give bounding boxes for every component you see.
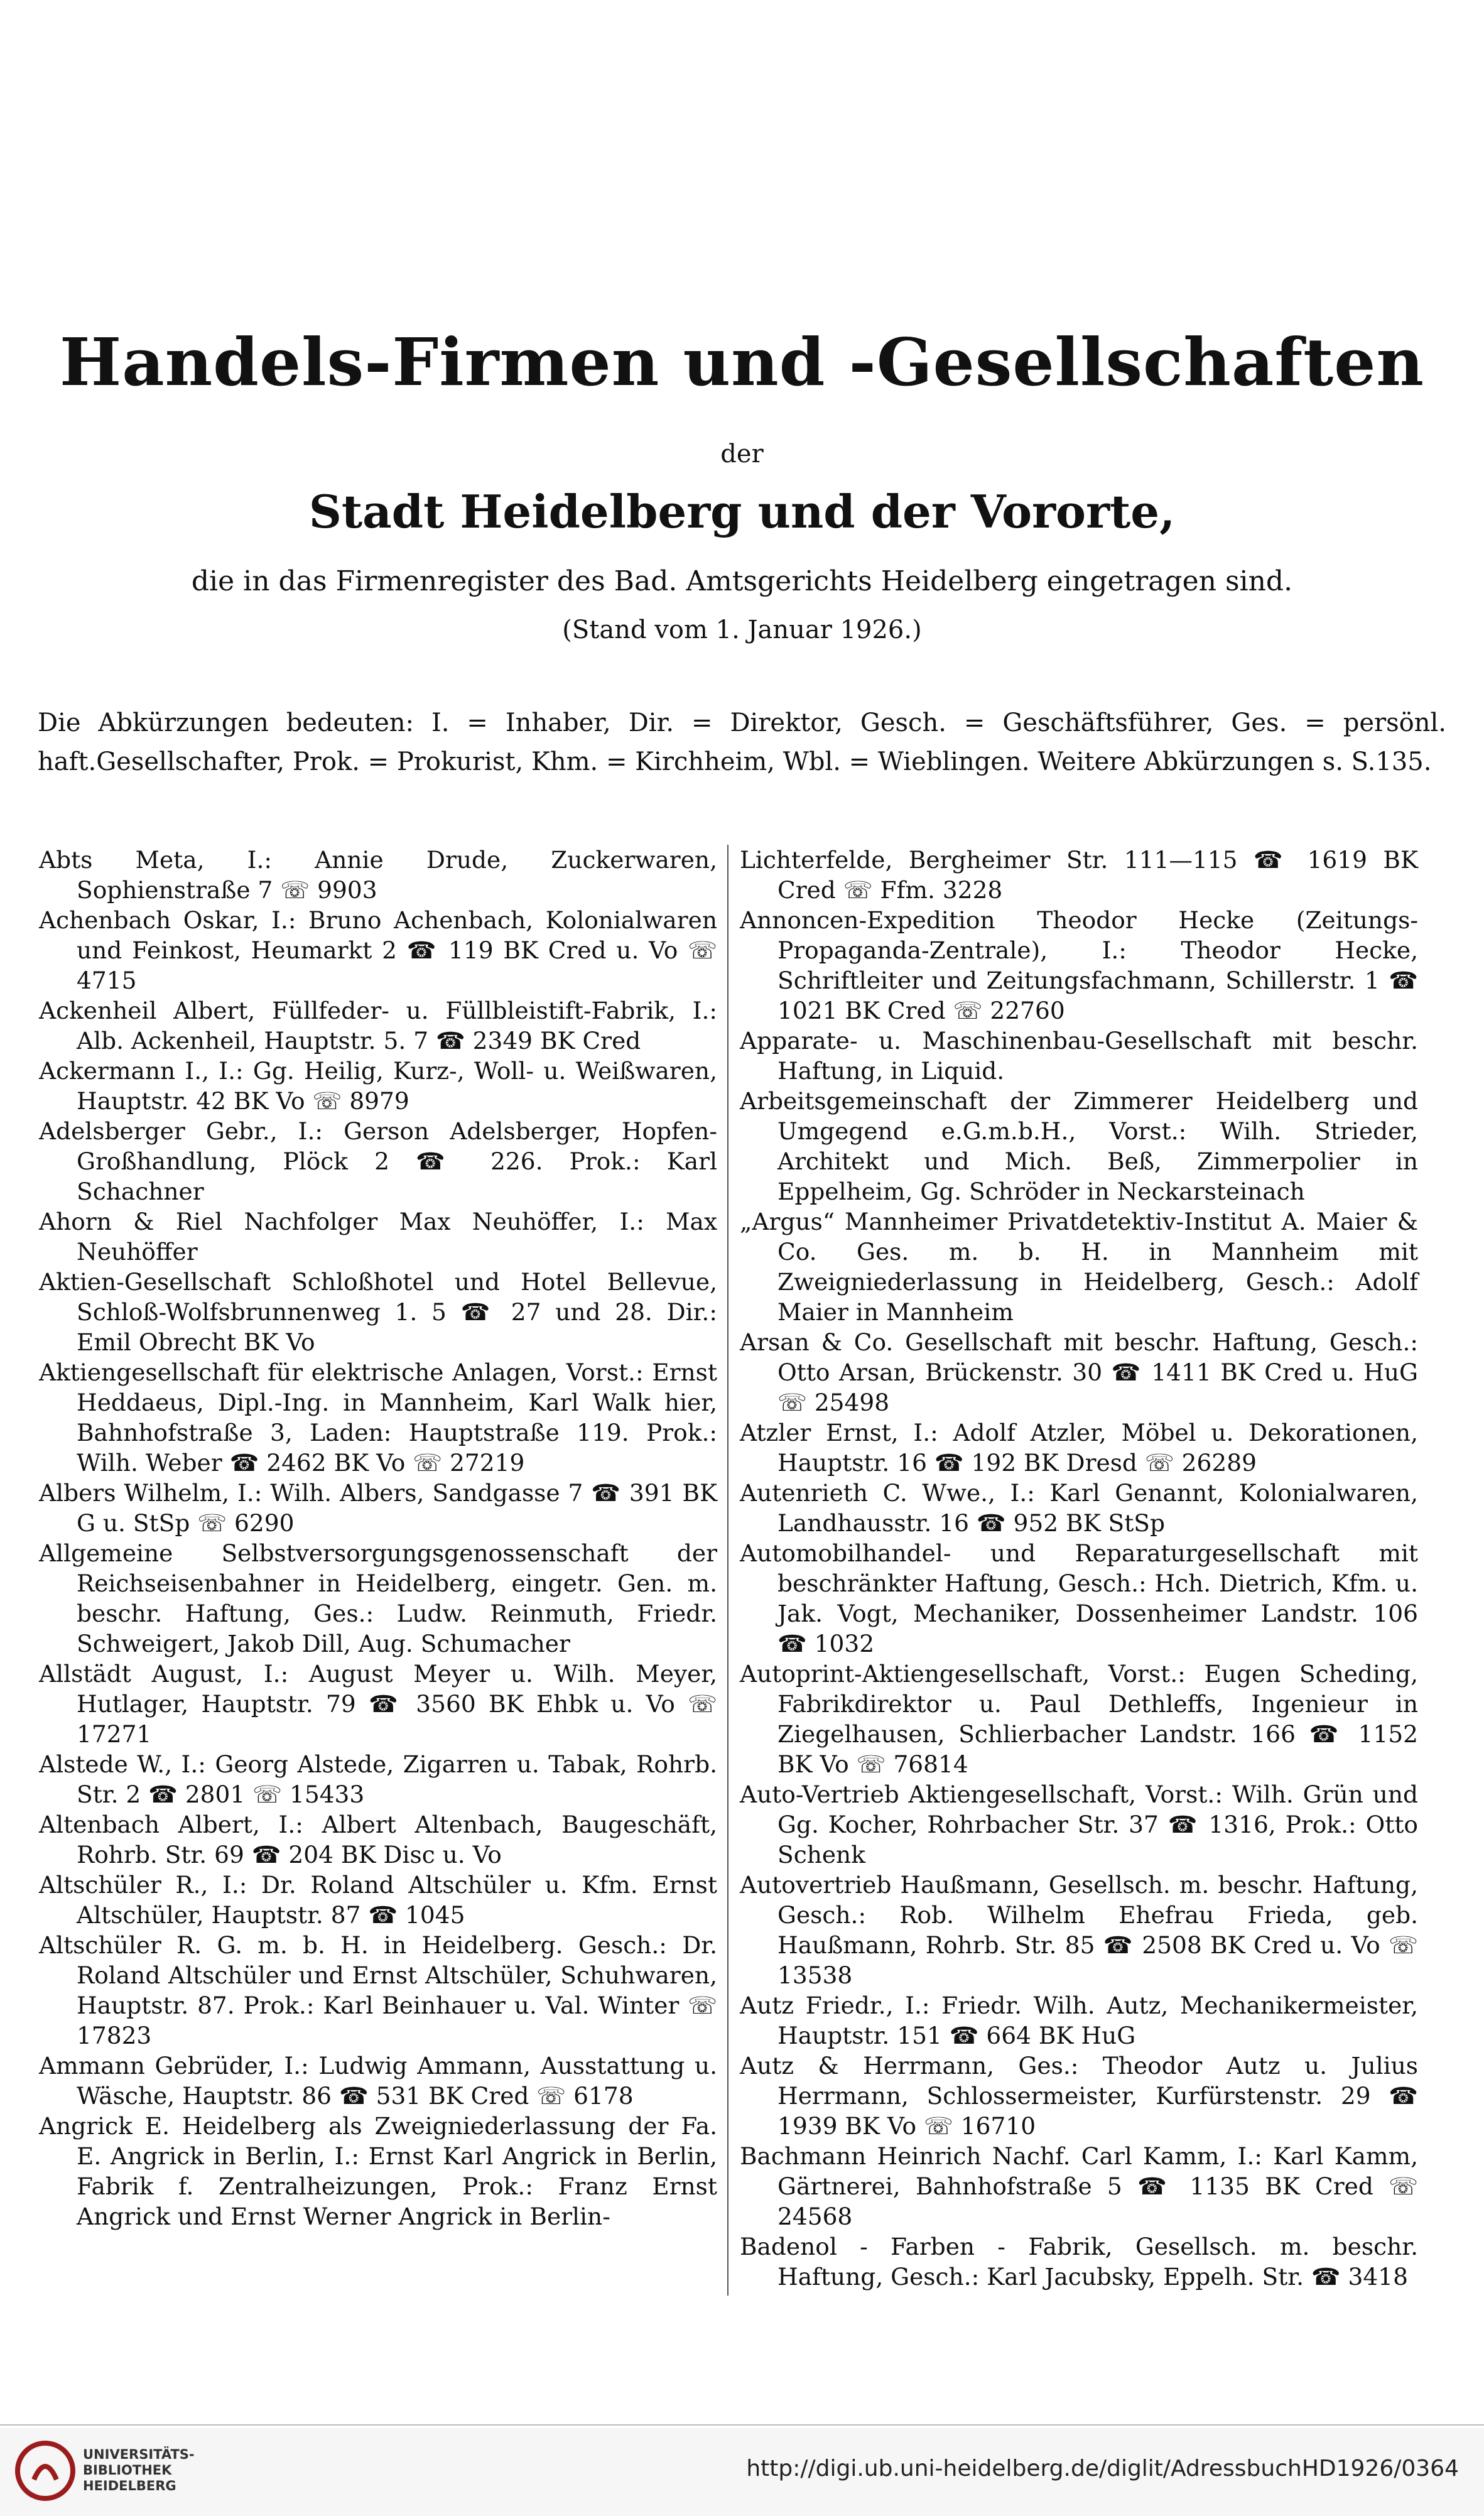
footer-bar	[0, 2428, 1484, 2516]
abbreviations-note: Die Abkürzungen bedeuten: I. = Inhaber, Dir. = Direktor, Gesch. = Geschäftsführer, Ges. = persönl. haft.Gesellschafter, Prok. = Prokurist, Khm. = Kirchheim, Wbl. = Wieblingen. Weitere Abkürzungen s. S.135.	[38, 708, 1446, 776]
directory-entry: Abts Meta, I.: Annie Drude, Zuckerwaren, Sophienstraße 7 ☏ 9903	[39, 846, 717, 904]
page-title: Handels-Firmen und -Gesellschaften	[59, 323, 1424, 401]
date-note: (Stand vom 1. Januar 1926.)	[562, 615, 922, 644]
directory-entry: „Argus“ Mannheimer Privatdetektiv-Institut A. Maier & Co. Ges. m. b. H. in Mannheim mit Zweigniederlassung in Heidelberg, Gesch.: Adolf Maier in Mannheim	[740, 1208, 1418, 1326]
directory-entry: Achenbach Oskar, I.: Bruno Achenbach, Kolonialwaren und Feinkost, Heumarkt 2 ☎ 119 BK Cred u. Vo ☏ 4715	[39, 906, 717, 994]
directory-entry: Annoncen-Expedition Theodor Hecke (Zeitungs-Propaganda-Zentrale), I.: Theodor Hecke, Schriftleiter und Zeitungsfachmann, Schillerstr. 1 ☎ 1021 BK Cred ☏ 22760	[740, 906, 1418, 1024]
directory-entry: Altschüler R. G. m. b. H. in Heidelberg. Gesch.: Dr. Roland Altschüler und Ernst Altschüler, Schuhwaren, Hauptstr. 87. Prok.: Karl Beinhauer u. Val. Winter ☏ 17823	[39, 1931, 717, 2049]
directory-entry: Albers Wilhelm, I.: Wilh. Albers, Sandgasse 7 ☎ 391 BK G u. StSp ☏ 6290	[39, 1479, 717, 1537]
directory-entry: Badenol - Farben - Fabrik, Gesellsch. m. beschr. Haftung, Gesch.: Karl Jacubsky, Eppelh. Str. ☎ 3418	[740, 2233, 1418, 2291]
directory-entry: Aktien-Gesellschaft Schloßhotel und Hotel Bellevue, Schloß-Wolfsbrunnenweg 1. 5 ☎ 27 und 28. Dir.: Emil Obrecht BK Vo	[39, 1268, 717, 1356]
library-logo-icon	[15, 2441, 75, 2501]
directory-entry: Ackenheil Albert, Füllfeder- u. Füllbleistift-Fabrik, I.: Alb. Ackenheil, Hauptstr. 5. 7 ☎ 2349 BK Cred	[39, 997, 717, 1055]
directory-entry: Autovertrieb Haußmann, Gesellsch. m. beschr. Haftung, Gesch.: Rob. Wilhelm Ehefrau Frieda, geb. Haußmann, Rohrb. Str. 85 ☎ 2508 BK Cred u. Vo ☏ 13538	[740, 1871, 1418, 1989]
directory-entry: Angrick E. Heidelberg als Zweigniederlassung der Fa. E. Angrick in Berlin, I.: Ernst Karl Angrick in Berlin, Fabrik f. Zentralheizungen, Prok.: Franz Ernst Angrick und Ernst Werner Angrick in Berlin-	[39, 2112, 717, 2230]
directory-entry: Arsan & Co. Gesellschaft mit beschr. Haftung, Gesch.: Otto Arsan, Brückenstr. 30 ☎ 1411 BK Cred u. HuG ☏ 25498	[740, 1328, 1418, 1416]
library-name	[83, 2447, 195, 2494]
directory-entry: Allgemeine Selbstversorgungsgenossenschaft der Reichseisenbahner in Heidelberg, eingetr. Gen. m. beschr. Haftung, Ges.: Ludw. Reinmuth, Friedr. Schweigert, Jakob Dill, Aug. Schumacher	[39, 1539, 717, 1657]
page-title-der: der	[720, 440, 764, 469]
page-description: die in das Firmenregister des Bad. Amtsgerichts Heidelberg eingetragen sind.	[191, 565, 1293, 597]
directory-entry: Lichterfelde, Bergheimer Str. 111—115 ☎ 1619 BK Cred ☏ Ffm. 3228	[740, 846, 1418, 904]
directory-entry: Arbeitsgemeinschaft der Zimmerer Heidelberg und Umgegend e.G.m.b.H., Vorst.: Wilh. Strieder, Architekt und Mich. Beß, Zimmerpolier in Eppelheim, Gg. Schröder in Neckarsteinach	[740, 1087, 1418, 1205]
directory-entry: Autoprint-Aktiengesellschaft, Vorst.: Eugen Scheding, Fabrikdirektor u. Paul Dethleffs, Ingenieur in Ziegelhausen, Schlierbacher Landstr. 166 ☎ 1152 BK Vo ☏ 76814	[740, 1660, 1418, 1778]
library-name-line: BIBLIOTHEK	[83, 2463, 172, 2478]
directory-entry: Autenrieth C. Wwe., I.: Karl Genannt, Kolonialwaren, Landhausstr. 16 ☎ 952 BK StSp	[740, 1479, 1418, 1537]
directory-entry: Ahorn & Riel Nachfolger Max Neuhöffer, I.: Max Neuhöffer	[39, 1208, 717, 1266]
directory-entry: Automobilhandel- und Reparaturgesellschaft mit beschränkter Haftung, Gesch.: Hch. Dietrich, Kfm. u. Jak. Vogt, Mechaniker, Dossenheimer Landstr. 106 ☎ 1032	[740, 1539, 1418, 1657]
directory-entry: Atzler Ernst, I.: Adolf Atzler, Möbel u. Dekorationen, Hauptstr. 16 ☎ 192 BK Dresd ☏ 26289	[740, 1419, 1418, 1477]
directory-entry: Altschüler R., I.: Dr. Roland Altschüler u. Kfm. Ernst Altschüler, Hauptstr. 87 ☎ 1045	[39, 1871, 717, 1929]
source-url-link[interactable]: http://digi.ub.uni-heidelberg.de/diglit/AdressbuchHD1926/0364	[746, 2456, 1459, 2481]
directory-entry: Bachmann Heinrich Nachf. Carl Kamm, I.: Karl Kamm, Gärtnerei, Bahnhofstraße 5 ☎ 1135 BK Cred ☏ 24568	[740, 2142, 1418, 2230]
directory-entry: Autz Friedr., I.: Friedr. Wilh. Autz, Mechanikermeister, Hauptstr. 151 ☎ 664 BK HuG	[740, 1992, 1418, 2049]
library-name-line: UNIVERSITÄTS-	[83, 2447, 195, 2462]
directory-entry: Apparate- u. Maschinenbau-Gesellschaft mit beschr. Haftung, in Liquid.	[740, 1027, 1418, 1085]
footer-rule	[0, 2424, 1484, 2426]
page-subtitle: Stadt Heidelberg und der Vororte,	[308, 485, 1176, 538]
directory-entry: Ackermann I., I.: Gg. Heilig, Kurz-, Woll- u. Weißwaren, Hauptstr. 42 BK Vo ☏ 8979	[39, 1057, 717, 1115]
directory-entry: Allstädt August, I.: August Meyer u. Wilh. Meyer, Hutlager, Hauptstr. 79 ☎ 3560 BK Ehbk u. Vo ☏ 17271	[39, 1660, 717, 1748]
directory-entry: Adelsberger Gebr., I.: Gerson Adelsberger, Hopfen-Großhandlung, Plöck 2 ☎ 226. Prok.: Karl Schachner	[39, 1117, 717, 1205]
directory-entry: Autz & Herrmann, Ges.: Theodor Autz u. Julius Herrmann, Schlossermeister, Kurfürstenstr. 29 ☎ 1939 BK Vo ☏ 16710	[740, 2052, 1418, 2140]
directory-entry: Altenbach Albert, I.: Albert Altenbach, Baugeschäft, Rohrb. Str. 69 ☎ 204 BK Disc u. Vo	[39, 1811, 717, 1868]
column-divider	[727, 845, 728, 2296]
left-column	[39, 845, 717, 2231]
directory-entry: Alstede W., I.: Georg Alstede, Zigarren u. Tabak, Rohrb. Str. 2 ☎ 2801 ☏ 15433	[39, 1750, 717, 1808]
directory-entry: Ammann Gebrüder, I.: Ludwig Ammann, Ausstattung u. Wäsche, Hauptstr. 86 ☎ 531 BK Cred ☏ 6178	[39, 2052, 717, 2110]
right-column	[740, 845, 1418, 2292]
directory-entry: Aktiengesellschaft für elektrische Anlagen, Vorst.: Ernst Heddaeus, Dipl.-Ing. in Mannheim, Karl Walk hier, Bahnhofstraße 3, Laden: Hauptstraße 119. Prok.: Wilh. Weber ☎ 2462 BK Vo ☏ 27219	[39, 1358, 717, 1477]
library-name-line: HEIDELBERG	[83, 2478, 176, 2493]
directory-entry: Auto-Vertrieb Aktiengesellschaft, Vorst.: Wilh. Grün und Gg. Kocher, Rohrbacher Str. 37 ☎ 1316, Prok.: Otto Schenk	[740, 1781, 1418, 1868]
